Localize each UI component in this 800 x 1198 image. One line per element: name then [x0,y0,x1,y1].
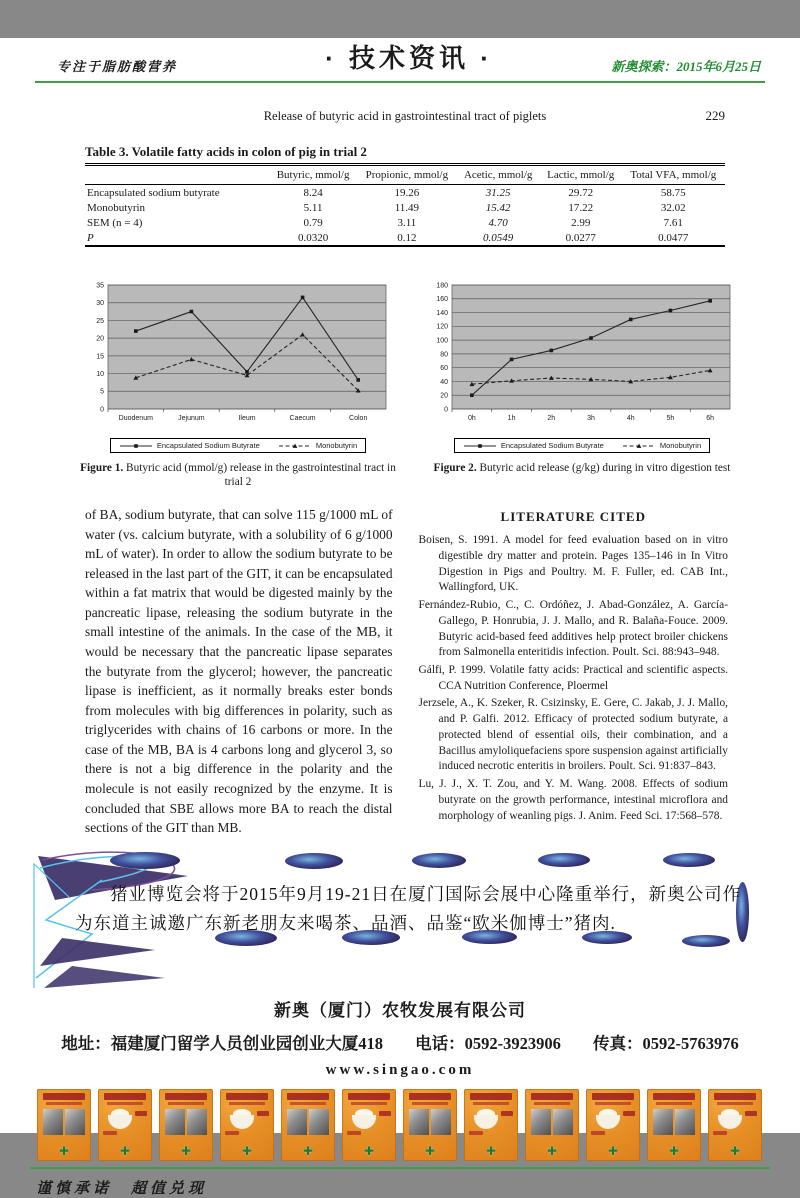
svg-text:60: 60 [440,365,448,373]
svg-text:2h: 2h [547,415,556,422]
decorative-oval [412,853,466,868]
green-cross-logo: ✚ [485,1143,497,1158]
company-contact-line [0,1030,800,1054]
cover-red-badge [469,1131,483,1135]
table-cell: 0.0477 [658,231,689,244]
livestock-photo [43,1109,63,1135]
svg-text:140: 140 [436,309,448,317]
table-cell: 19.26 [394,186,420,199]
svg-text:Duodenum: Duodenum [118,415,153,422]
bowl-photo [718,1115,742,1129]
svg-text:20: 20 [440,392,448,400]
bowl-photo [352,1115,376,1129]
legend-label: Encapsulated Sodium Butyrate [500,441,604,450]
table-section [85,144,725,247]
livestock-photo [165,1109,185,1135]
product-covers-strip [0,1089,800,1161]
literature-cited [419,505,728,838]
svg-text:5h: 5h [666,415,675,422]
bowl-photo [474,1115,498,1129]
cover-title-text [714,1093,756,1100]
green-cross-logo: ✚ [668,1143,680,1158]
vfa-table [85,163,725,247]
table-row-label: Monobutyrin [87,201,146,214]
cover-title-text [226,1093,268,1100]
footer-slogan: 谨慎承诺 超值兑现 [36,1180,208,1197]
reference-entry: Fernández-Rubio, C., C. Ordóñez, J. Abad-González, A. García-Gallego, P. Honrubia, J. J. Mallo, and R. Balaña-Fouce. 2009. Butyric acid-based feed additives help protect broiler chickens from Salmonella enteritidis infection. Poult. Sci. 88:943–948. [418,599,728,659]
cover-subtitle-text [473,1102,509,1105]
svg-text:Jejunum: Jejunum [178,415,205,422]
svg-text:10: 10 [96,370,104,378]
table-cell: 17.22 [568,201,594,214]
legend-item [622,441,701,450]
decorative-oval [285,853,343,869]
reference-entry: Lu, J. J., X. T. Zou, and Y. M. Wang. 2008. Effects of sodium butyrate on the growth performance, intestinal microflora and morphology of weanling pigs. J. Anim. Feed Sci. 17:568–578. [418,778,728,822]
svg-text:0: 0 [444,406,448,414]
reference-entry: Boisen, S. 1991. A model for feed evaluation based on in vitro digestible dry matter and protein. Pages 135–146 in In Vitro Digestion in Pigs and Poultry. M. F. Fuller, ed. CAB Int., Wallingford, UK. [418,534,728,594]
table-cell: 58.75 [660,186,686,199]
table-col-header: Total VFA, mmol/g [622,165,725,185]
cover-title-text [470,1093,512,1100]
livestock-photo [431,1109,451,1135]
table-col-header [85,165,269,185]
product-cover-bowl [708,1089,762,1161]
legend-item [463,441,604,450]
body-columns [85,505,728,838]
announcement-text-content: 猪业博览会将于2015年9月19-21日在厦门国际会展中心隆重举行，新奥公司作为东道主诚邀广东新老朋友来喝茶、品酒、品鉴“欧米伽博士”猪肉. [75,883,742,934]
legend-line-sample [463,442,497,450]
table-cell: 11.49 [394,201,420,214]
svg-text:4h: 4h [626,415,635,422]
table-row [85,200,725,215]
table-caption: Table 3. Volatile fatty acids in colon of pig in trial 2 [85,144,367,159]
company-name: 新奥（厦门）农牧发展有限公司 [274,1000,526,1020]
legend-line-sample [622,442,656,450]
legend-label: Encapsulated Sodium Butyrate [156,441,260,450]
livestock-photo [553,1109,573,1135]
svg-text:40: 40 [440,378,448,386]
product-cover-bowl [98,1089,152,1161]
table-cell: 5.11 [303,201,323,214]
chart-canvas [426,277,738,427]
cover-red-badge [379,1111,391,1116]
cover-red-badge [225,1131,239,1135]
product-cover-livestock-photos [37,1089,91,1161]
cover-title-text [653,1093,695,1100]
livestock-photo [409,1109,429,1135]
table-col-header: Propionic, mmol/g [357,165,456,185]
cover-subtitle-text [290,1102,326,1105]
cover-title-text [43,1093,85,1100]
legend-item [119,441,260,450]
masthead [35,38,765,83]
svg-text:15: 15 [96,353,104,361]
cover-title-text [287,1093,329,1100]
decorative-oval [110,852,180,869]
green-cross-logo: ✚ [58,1143,70,1158]
svg-text:100: 100 [436,337,448,345]
cover-subtitle-text [229,1102,265,1105]
bowl-photo [230,1115,254,1129]
svg-text:3h: 3h [587,415,595,422]
bowl-photo [108,1115,132,1129]
cover-red-badge [257,1111,269,1116]
figure2-legend [454,438,710,453]
figures-row [80,277,740,489]
product-cover-bowl [220,1089,274,1161]
green-cross-logo: ✚ [607,1143,619,1158]
livestock-photo [531,1109,551,1135]
table-cell: 8.24 [303,186,323,199]
green-cross-logo: ✚ [424,1143,436,1158]
green-cross-logo: ✚ [363,1143,375,1158]
table-row-label: P [87,231,94,244]
livestock-photo [309,1109,329,1135]
company-block [0,996,800,1079]
green-cross-logo: ✚ [241,1143,253,1158]
cover-subtitle-text [717,1102,753,1105]
livestock-photo [65,1109,85,1135]
svg-text:20: 20 [96,335,104,343]
reference-entry: Gálfi, P. 1999. Volatile fatty acids: Practical and scientific aspects. CCA Nutrition Conference, Ploermel [418,663,728,692]
table-cell: 7.61 [663,216,683,229]
svg-text:160: 160 [436,296,448,304]
table-cell: 3.11 [397,216,417,229]
svg-text:Caecum: Caecum [289,415,316,422]
reference-entry: Jerzsele, A., K. Szeker, R. Csizinsky, E. Gere, C. Jakab, J. J. Mallo, and P. Galfi. 2012. Efficacy of protected sodium butyrate, a protected blend of essential oils, their combination, and a Bacillus amyloliquefaciens spore suspension against artificially induced necrotic enteritis in broilers. Poult. Sci. 91:837–843. [418,697,728,773]
masthead-date: 新奥探索：2015年6月25日 [611,59,761,74]
table-col-header: Lactic, mmol/g [540,165,622,185]
cover-red-badge [591,1131,605,1135]
legend-label: Monobutyrin [315,441,358,450]
figure1-caption [80,462,396,489]
svg-text:0: 0 [100,406,104,414]
announcement-band [0,838,800,988]
svg-text:35: 35 [96,282,104,290]
cover-subtitle-text [595,1102,631,1105]
table-cell: 4.70 [488,216,508,229]
page-number: 229 [705,108,725,123]
figure-1 [80,277,396,489]
company-website: www.singao.com [325,1061,475,1078]
table-cell: 0.79 [303,216,323,229]
svg-text:5: 5 [100,388,104,396]
cover-subtitle-text [168,1102,204,1105]
green-cross-logo: ✚ [546,1143,558,1158]
cover-subtitle-text [351,1102,387,1105]
decorative-oval [538,853,590,867]
product-cover-livestock-photos [647,1089,701,1161]
legend-item [278,441,357,450]
company-phone: 电话：0592-3923906 [415,1033,561,1053]
green-cross-logo: ✚ [119,1143,131,1158]
magazine-page [0,38,800,1197]
figure2-plot [426,277,738,432]
table-cell: 15.42 [485,201,511,214]
cover-red-badge [501,1111,513,1116]
cover-red-badge [347,1131,361,1135]
table-row [85,215,725,230]
product-cover-livestock-photos [281,1089,335,1161]
product-cover-bowl [342,1089,396,1161]
cover-title-text [348,1093,390,1100]
product-cover-bowl [586,1089,640,1161]
running-head-title: Release of butyric acid in gastrointestinal tract of piglets [263,109,547,123]
legend-line-sample [119,442,153,450]
masthead-title: · 技术资讯 · [325,43,493,73]
svg-text:30: 30 [96,300,104,308]
livestock-photo [675,1109,695,1135]
cover-title-text [592,1093,634,1100]
figure2-caption [434,462,731,476]
cover-red-badge [135,1111,147,1116]
table-cell: 0.12 [397,231,417,244]
green-cross-logo: ✚ [302,1143,314,1158]
table-cell: 0.0277 [565,231,596,244]
svg-text:Colon: Colon [349,415,368,422]
company-address: 地址：福建厦门留学人员创业园创业大厦418 [61,1033,383,1053]
table-cell: 2.99 [571,216,591,229]
green-cross-logo: ✚ [180,1143,192,1158]
literature-heading: LITERATURE CITED [500,509,646,525]
svg-text:180: 180 [436,282,448,290]
table-row-label: Encapsulated sodium butyrate [87,186,220,199]
product-cover-livestock-photos [525,1089,579,1161]
figure1-caption-text: Butyric acid (mmol/g) release in the gastrointestinal tract in trial 2 [123,462,396,488]
cover-red-badge [623,1111,635,1116]
legend-line-sample [278,442,312,450]
figure2-caption-label: Figure 2. [433,462,477,474]
cover-red-badge [745,1111,757,1116]
cover-title-text [409,1093,451,1100]
cover-subtitle-text [656,1102,692,1105]
table-col-header: Butyric, mmol/g [269,165,357,185]
svg-text:80: 80 [440,351,448,359]
table-cell: 0.0549 [483,231,514,244]
footer-divider [30,1167,770,1169]
figure1-legend [110,438,366,453]
svg-text:1h: 1h [507,415,516,422]
announcement-text [75,880,742,940]
company-fax: 传真：0592-5763976 [593,1033,739,1053]
figure1-plot [82,277,394,432]
masthead-slogan: 专注于脂肪酸营养 [57,59,178,74]
table-cell: 0.0320 [297,231,329,244]
table-row-label: SEM (n = 4) [87,216,143,229]
cover-title-text [531,1093,573,1100]
cover-title-text [165,1093,207,1100]
cover-subtitle-text [107,1102,143,1105]
decorative-oval [663,853,715,867]
table-row [85,230,725,246]
cover-red-badge [103,1131,117,1135]
figure2-caption-text: Butyric acid release (g/kg) during in vitro digestion test [476,462,731,474]
table-cell: 31.25 [485,186,511,199]
table-cell: 32.02 [660,201,686,214]
cover-title-text [104,1093,146,1100]
svg-text:0h: 0h [467,415,476,422]
cover-subtitle-text [412,1102,448,1105]
article-paragraph: of BA, sodium butyrate, that can solve 115 g/1000 mL of water (vs. calcium butyrate, with a solubility of 6 g/1000 mL of water). In order to allow the sodium butyrate to be released in the last part of the GIT, it can be encapsulated within a fat matrix that would be digested mainly by the pancreatic lipase, releasing the sodium butyrate in the small intestine of the animals. In the case of the MB, it would be necessary that the pancreatic lipase separates the butyrate from the glycerol; however, the pancreatic lipase is inefficient, as it normally breaks ester bonds from molecules with big differences in polarity, such as triglycerides with chains of 16 carbons or more. In the case of the MB, BA is 4 carbons long and glycerol 3, so there is not a big difference in the polarity and the molecule is not easily recognized by the enzyme. It is concluded that SBE allows more BA to reach the distal sections of the GIT than MB. [85,507,393,836]
product-cover-livestock-photos [403,1089,457,1161]
svg-text:6h: 6h [706,415,715,422]
livestock-photo [187,1109,207,1135]
running-head [85,109,725,124]
table-cell: 29.72 [568,186,594,199]
figure1-caption-label: Figure 1. [80,462,124,474]
green-cross-logo: ✚ [729,1143,741,1158]
figure-2 [424,277,740,489]
chart-canvas [82,277,394,427]
cover-subtitle-text [46,1102,82,1105]
bowl-photo [596,1115,620,1129]
cover-red-badge [713,1131,727,1135]
table-col-header: Acetic, mmol/g [457,165,540,185]
svg-text:25: 25 [96,317,104,325]
livestock-photo [287,1109,307,1135]
livestock-photo [653,1109,673,1135]
product-cover-livestock-photos [159,1089,213,1161]
svg-text:120: 120 [436,323,448,331]
svg-text:Ileum: Ileum [238,415,256,422]
product-cover-bowl [464,1089,518,1161]
cover-subtitle-text [534,1102,570,1105]
legend-label: Monobutyrin [659,441,702,450]
table-row [85,185,725,201]
